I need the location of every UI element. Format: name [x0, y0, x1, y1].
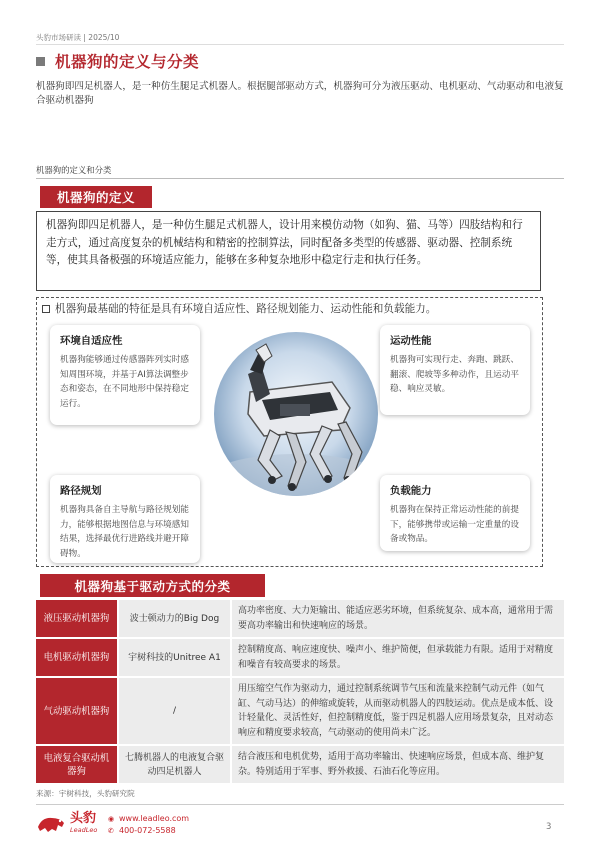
feature-card-adaptability — [50, 325, 200, 425]
footer-divider — [36, 804, 564, 805]
intro-paragraph: 机器狗即四足机器人，是一种仿生腿足式机器人。根据腿部驱动方式，机器狗可分为液压驱动、电机驱动、气动驱动和电液复合驱动机器狗 — [36, 81, 564, 106]
description-cell: 用压缩空气作为驱动力，通过控制系统调节气压和流量来控制气动元件（如气缸、气动马达）的伸缩或旋转，从而驱动机器人的四肢运动。优点是成本低、设计轻量化、灵活性好，但控制精度低，鉴于四足机器人应用场景复杂，且对动态响应和精度要求较高，气动驱动的使用尚未广泛。 — [231, 677, 564, 745]
feature-card-body: 机器狗具备自主导航与路径规划能力，能够根据地图信息与环境感知结果，选择最优行进路线并避开障碍物。 — [60, 505, 189, 559]
feature-card-title: 环境自适应性 — [60, 335, 123, 347]
classification-header: 机器狗基于驱动方式的分类 — [40, 574, 265, 597]
drive-type-cell: 气动驱动机器狗 — [36, 677, 118, 745]
contact-info — [108, 813, 189, 837]
feature-card-body: 机器狗可实现行走、奔跑、跳跃、翻滚、爬坡等多种动作，且运动平稳、响应灵敏。 — [390, 355, 519, 394]
classification-table — [36, 600, 564, 785]
drive-type-cell: 电液复合驱动机器狗 — [36, 745, 118, 784]
description-cell: 控制精度高、响应速度快、噪声小、维护简便，但承载能力有限。适用于对精度和噪音有较高要求的场景。 — [231, 638, 564, 677]
feature-card-motion — [380, 325, 530, 415]
section-divider — [36, 178, 564, 179]
description-cell: 结合液压和电机优势，适用于高功率输出、快速响应场景，但成本高、维护复杂。特别适用于军事、野外救援、石油石化等应用。 — [231, 745, 564, 784]
table-row — [36, 677, 564, 745]
definition-header: 机器狗的定义 — [40, 186, 152, 208]
features-intro — [42, 301, 436, 316]
drive-type-cell: 电机驱动机器狗 — [36, 638, 118, 677]
page-title-row — [36, 50, 199, 72]
example-cell: / — [118, 677, 231, 745]
feature-card-body: 机器狗在保持正常运动性能的前提下，能够携带或运输一定重量的设备或物品。 — [390, 505, 519, 544]
section-label: 机器狗的定义和分类 — [36, 165, 112, 175]
leadleo-logo — [36, 811, 97, 835]
report-header-label: 头豹市场研读 | 2025/10 — [36, 33, 120, 42]
feature-card-title: 运动性能 — [390, 335, 432, 347]
example-cell: 七腾机器人的电液复合驱动四足机器人 — [118, 745, 231, 784]
table-row — [36, 745, 564, 784]
feature-card-title: 负载能力 — [390, 485, 432, 497]
phone-icon: ✆ — [108, 827, 114, 835]
website-link[interactable]: www.leadleo.com — [119, 814, 190, 823]
robot-dog-illustration — [212, 330, 380, 498]
definition-box: 机器狗即四足机器人，是一种仿生腿足式机器人，设计用来模仿动物（如狗、猫、马等）四肢结构和行走方式，通过高度复杂的机械结构和精密的控制算法，同时配备多类型的传感器、驱动器、控制系统等，使其具备极强的环境适应能力，能够在多种复杂地形中稳定行走和执行任务。 — [36, 211, 541, 291]
logo-cn-text: 头豹 — [70, 811, 97, 826]
example-cell: 波士顿动力的Big Dog — [118, 600, 231, 638]
phone-number: 400-072-5588 — [119, 826, 176, 835]
page-title: 机器狗的定义与分类 — [55, 53, 200, 71]
description-cell: 高功率密度、大力矩输出、能适应恶劣环境，但系统复杂、成本高，通常用于需要高功率输出和快速响应的场景。 — [231, 600, 564, 638]
feature-card-path-planning — [50, 475, 200, 563]
logo-en-text: LeadLeo — [70, 826, 98, 834]
feature-card-title: 路径规划 — [60, 485, 102, 497]
checkbox-bullet-icon — [42, 305, 50, 313]
table-row — [36, 600, 564, 638]
title-bullet-icon — [36, 57, 45, 66]
leopard-icon — [36, 811, 66, 835]
drive-type-cell: 液压驱动机器狗 — [36, 600, 118, 638]
web-icon: ◉ — [108, 815, 115, 823]
feature-card-payload — [380, 475, 530, 551]
source-note: 来源：宇树科技，头豹研究院 — [36, 789, 135, 798]
header-divider — [36, 44, 564, 45]
table-row — [36, 638, 564, 677]
features-intro-text: 机器狗最基础的特征是具有环境自适应性、路径规划能力、运动性能和负载能力。 — [55, 303, 437, 315]
example-cell: 宇树科技的Unitree A1 — [118, 638, 231, 677]
page-number: 3 — [546, 822, 552, 832]
feature-card-body: 机器狗能够通过传感器阵列实时感知周围环境，并基于AI算法调整步态和姿态，在不同地形中保持稳定运行。 — [60, 355, 189, 409]
